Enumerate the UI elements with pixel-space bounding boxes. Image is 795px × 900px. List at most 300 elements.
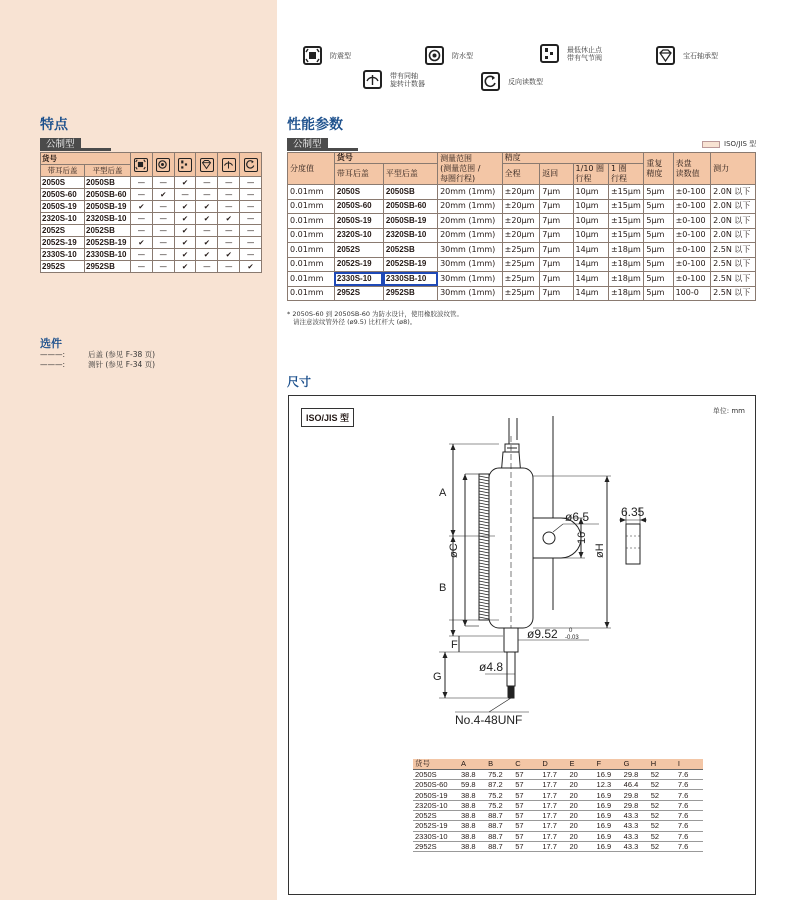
dim-table-cell: 2050S-19 [413,790,459,800]
features-code-with-lug: 2052S [41,225,85,237]
features-mark: ✔ [131,201,153,213]
dimensions-title: 尺寸 [287,375,312,389]
dim-table-cell: 17.7 [540,800,567,810]
dim-table-cell: 7.6 [676,780,703,790]
dim-table-cell: 20 [567,800,594,810]
specs-cell: 14μm [573,286,608,301]
dim-table-cell: 20 [567,821,594,831]
specs-cell: 2050SB [383,185,437,200]
features-mark: — [131,249,153,261]
specs-header-tenth: 1/10 圈 行程 [573,164,608,185]
dim-table-row [413,831,703,841]
features-code-with-lug: 2952S [41,261,85,273]
dim-table-cell: 16.9 [595,831,622,841]
features-mark: — [218,201,240,213]
dim-table-row [413,800,703,810]
specs-cell: 30mm (1mm) [438,243,503,258]
features-mark: — [152,213,174,225]
specs-cell: 5μm [644,243,673,258]
specs-cell: 0.01mm [288,257,335,272]
dim-table-cell: 38.8 [459,769,486,779]
dim-table-cell: 52 [649,821,676,831]
features-code-flat: 2330SB-10 [85,249,131,261]
specs-cell: ±0-100 [673,272,711,287]
specs-title: 性能参数 [287,117,343,133]
specs-cell: 10μm [573,199,608,214]
features-row [41,225,262,237]
specs-cell: 0.01mm [288,286,335,301]
dim-table-cell: 17.7 [540,821,567,831]
features-mark: ✔ [174,261,196,273]
dim-table-cell: 2050S [413,769,459,779]
dim-table-cell: 52 [649,790,676,800]
features-mark: — [240,201,262,213]
specs-header-total: 全程 [502,164,540,185]
dim-table-cell: 88.7 [486,821,513,831]
features-mark: — [196,177,218,189]
waterproof-icon [425,46,444,65]
dim-table-row [413,780,703,790]
features-mark: ✔ [196,213,218,225]
features-mark: — [131,213,153,225]
specs-cell: ±20μm [502,214,540,229]
features-mark: — [131,189,153,201]
dim-table-cell: 57 [513,769,540,779]
dim-label-A: A [439,487,447,499]
specs-cell: 10μm [573,228,608,243]
dim-table-cell: 20 [567,790,594,800]
jewel-bearing-icon [656,46,675,65]
dim-table-row [413,769,703,779]
dim-table-header: A [459,759,486,769]
specs-cell: 5μm [644,228,673,243]
features-mark: — [240,225,262,237]
specs-cell: 2330S-10 [334,272,383,287]
features-mark: — [240,177,262,189]
specs-cell: ±25μm [502,257,540,272]
features-mark: — [240,189,262,201]
features-col-revolution [218,153,240,177]
dim-table-cell: 2052S [413,810,459,820]
dim-table-cell: 29.8 [622,769,649,779]
shockproof-icon [303,46,322,65]
features-mark: — [174,189,196,201]
features-mark: ✔ [240,261,262,273]
specs-cell: 7μm [540,185,573,200]
dim-table-cell: 75.2 [486,769,513,779]
dim-table-cell: 7.6 [676,810,703,820]
specs-cell: 7μm [540,257,573,272]
features-header-flat: 平型后盖 [85,165,131,177]
specs-cell: 0.01mm [288,199,335,214]
dim-table-cell: 43.3 [622,810,649,820]
dim-table-cell: 88.7 [486,831,513,841]
features-mark: — [196,261,218,273]
features-mark: — [152,249,174,261]
features-mark: ✔ [196,237,218,249]
dim-label-635: 6.35 [621,505,645,519]
features-mark: — [131,177,153,189]
specs-cell: 20mm (1mm) [438,185,503,200]
features-mark: ✔ [196,201,218,213]
specs-cell: 0.01mm [288,243,335,258]
specs-cell: 20mm (1mm) [438,214,503,229]
features-mark: ✔ [196,249,218,261]
dim-table-row [413,790,703,800]
features-mark: ✔ [152,189,174,201]
features-header-code: 货号 [41,153,131,165]
features-code-flat: 2052SB-19 [85,237,131,249]
specs-cell: 20mm (1mm) [438,199,503,214]
dim-table-cell: 43.3 [622,821,649,831]
specs-row [288,214,756,229]
features-mark: — [218,225,240,237]
features-mark: — [131,261,153,273]
specs-cell: 2050SB-19 [383,214,437,229]
specs-cell: 2050S [334,185,383,200]
specs-cell: 2.5N 以下 [711,243,756,258]
legend-shockproof: 防震型 [303,46,351,65]
shockproof-icon [134,158,148,172]
features-code-flat: 2050SB-19 [85,201,131,213]
dimension-table [413,759,703,852]
specs-cell: ±15μm [608,185,643,200]
specs-cell: ±18μm [608,272,643,287]
specs-cell: ±0-100 [673,214,711,229]
features-code-flat: 2952SB [85,261,131,273]
specs-cell: 7μm [540,199,573,214]
revolution-counter-icon [363,70,382,89]
dim-table-cell: 57 [513,800,540,810]
specs-cell: ±0-100 [673,228,711,243]
dim-label-d48: ø4.8 [479,660,504,674]
dim-table-cell: 17.7 [540,810,567,820]
specs-cell: 2050S-19 [334,214,383,229]
dim-table-header: B [486,759,513,769]
specs-cell: 2952S [334,286,383,301]
dim-table-cell: 59.8 [459,780,486,790]
dim-table-cell: 57 [513,810,540,820]
dim-table-cell: 20 [567,769,594,779]
dim-table-header: H [649,759,676,769]
dim-table-cell: 7.6 [676,841,703,851]
features-mark: — [131,225,153,237]
specs-cell: ±18μm [608,243,643,258]
features-mark: ✔ [174,201,196,213]
dimensions-box [288,395,756,895]
specs-cell: 20mm (1mm) [438,228,503,243]
option-item: ———: 后盖 (参见 F-38 页) [40,350,156,359]
specs-cell: 30mm (1mm) [438,286,503,301]
dim-table-cell: 7.6 [676,821,703,831]
specs-cell: 14μm [573,243,608,258]
features-code-flat: 2050SB-60 [85,189,131,201]
specs-row [288,257,756,272]
features-row [41,177,262,189]
specs-cell: 5μm [644,185,673,200]
dim-label-F: F [451,639,458,651]
specs-cell: 100-0 [673,286,711,301]
features-mark: — [218,189,240,201]
revolution-counter-icon [222,158,236,172]
specs-cell: ±0-100 [673,199,711,214]
dim-table-cell: 52 [649,831,676,841]
dim-table-cell: 7.6 [676,800,703,810]
dim-table-cell: 87.2 [486,780,513,790]
features-mark: — [152,201,174,213]
specs-cell: ±15μm [608,199,643,214]
dim-table-cell: 20 [567,841,594,851]
specs-cell: 0.01mm [288,228,335,243]
specs-cell: 0.01mm [288,272,335,287]
features-sub-label: 公制型 [40,138,111,151]
dim-table-cell: 20 [567,810,594,820]
specs-header-one-rev: 1 圈 行程 [608,164,643,185]
features-mark: ✔ [131,237,153,249]
dim-table-cell: 16.9 [595,769,622,779]
specs-cell: ±18μm [608,257,643,272]
dim-table-header: I [676,759,703,769]
dim-table-cell: 2050S-60 [413,780,459,790]
dim-table-cell: 7.6 [676,769,703,779]
dim-table-cell: 17.7 [540,831,567,841]
specs-cell: 2320S-10 [334,228,383,243]
reverse-reading-icon [481,72,500,91]
specs-cell: 2.5N 以下 [711,257,756,272]
dim-table-cell: 20 [567,780,594,790]
dim-table-cell: 57 [513,841,540,851]
features-mark: ✔ [174,177,196,189]
dim-table-header: G [622,759,649,769]
features-code-flat: 2052SB [85,225,131,237]
dim-label-thread: No.4-48UNF [455,713,523,727]
specs-cell: 5μm [644,199,673,214]
specs-header-flat: 平型后盖 [383,164,437,185]
specs-footnote: * 2050S-60 到 2050SB-60 为防水设计，使用橡胶波纹管。 请注意波纹管外径 (ø9.5) 比杠杆大 (ø8)。 [287,310,464,326]
specs-cell: 0.01mm [288,214,335,229]
dim-table-cell: 17.7 [540,790,567,800]
specs-cell: ±25μm [502,272,540,287]
left-panel [0,0,277,900]
dim-table-cell: 88.7 [486,810,513,820]
dim-table-cell: 52 [649,841,676,851]
dim-table-cell: 20 [567,831,594,841]
dim-label-hole: ø6.5 [565,510,590,524]
specs-cell: 7μm [540,286,573,301]
specs-cell: ±18μm [608,286,643,301]
dim-table-cell: 38.8 [459,831,486,841]
lifting-lever-icon [178,158,192,172]
specs-cell: ±20μm [502,228,540,243]
specs-cell: 2.0N 以下 [711,214,756,229]
options-list [40,350,155,370]
dim-table-cell: 2330S-10 [413,831,459,841]
dim-label-C: øC [448,543,460,558]
dim-label-tol-dn: -0.03 [565,635,579,641]
features-col-lifting-lever [174,153,196,177]
dim-label-B: B [439,582,447,594]
specs-header-dial: 表盘 读数值 [673,153,711,185]
dim-label-G: G [433,671,442,683]
specs-cell: 7μm [540,243,573,258]
specs-cell: 7μm [540,272,573,287]
dim-label-stem: ø9.52 [527,627,558,641]
specs-row [288,185,756,200]
specs-table [287,152,756,301]
specs-row [288,243,756,258]
legend-revolution-counter: 带有同轴 旋转计数器 [363,70,425,89]
dim-table-cell: 2052S-19 [413,821,459,831]
dim-table-cell: 57 [513,821,540,831]
waterproof-icon [156,158,170,172]
features-mark: — [196,189,218,201]
specs-cell: 2.0N 以下 [711,228,756,243]
dim-table-cell: 52 [649,769,676,779]
dim-table-header: E [567,759,594,769]
specs-cell: 2330SB-10 [383,272,437,287]
features-row [41,249,262,261]
dim-table-cell: 52 [649,780,676,790]
features-mark: — [196,225,218,237]
specs-cell: 10μm [573,185,608,200]
specs-cell: ±25μm [502,286,540,301]
dim-label-H: øH [594,543,606,558]
legend-reverse-reading: 反向读数型 [481,72,543,91]
features-code-flat: 2050SB [85,177,131,189]
specs-cell: ±20μm [502,185,540,200]
dim-table-cell: 16.9 [595,821,622,831]
specs-header-force: 测力 [711,153,756,185]
specs-row [288,199,756,214]
options-title: 选件 [40,337,62,350]
specs-cell: 2.5N 以下 [711,272,756,287]
iso-badge: ISO/JIS 型 [702,139,756,149]
features-title: 特点 [40,117,68,133]
specs-row [288,228,756,243]
dim-table-cell: 52 [649,800,676,810]
features-mark: — [240,237,262,249]
dim-table-header: 货号 [413,759,459,769]
dim-table-cell: 46.4 [622,780,649,790]
features-row [41,201,262,213]
dim-table-cell: 43.3 [622,841,649,851]
option-item: ———: 测针 (参见 F-34 页) [40,360,156,369]
specs-cell: ±15μm [608,228,643,243]
features-mark: — [152,261,174,273]
dim-table-cell: 16.9 [595,800,622,810]
features-row [41,189,262,201]
specs-cell: 7μm [540,214,573,229]
specs-cell: 5μm [644,257,673,272]
dim-table-cell: 57 [513,780,540,790]
specs-cell: 2.0N 以下 [711,185,756,200]
dim-table-cell: 2952S [413,841,459,851]
features-mark: — [218,261,240,273]
features-mark: ✔ [174,225,196,237]
iso-jis-tag: ISO/JIS 型 [301,408,354,427]
dim-table-header: C [513,759,540,769]
features-mark: — [240,249,262,261]
features-row [41,261,262,273]
dim-table-cell: 57 [513,831,540,841]
specs-cell: 2052S-19 [334,257,383,272]
specs-header-with-lug: 带耳后盖 [334,164,383,185]
features-code-with-lug: 2050S-19 [41,201,85,213]
features-col-jewel [196,153,218,177]
specs-sub-label: 公制型 [287,138,358,151]
dim-table-row [413,810,703,820]
features-mark: ✔ [174,237,196,249]
legend-jewel: 宝石轴承型 [656,46,718,65]
specs-cell: 2320SB-10 [383,228,437,243]
legend-waterproof: 防水型 [425,46,473,65]
dim-table-cell: 16.9 [595,790,622,800]
dim-table-cell: 43.3 [622,831,649,841]
features-mark: ✔ [174,249,196,261]
specs-cell: 10μm [573,214,608,229]
features-col-shockproof [131,153,153,177]
dim-table-cell: 75.2 [486,800,513,810]
features-mark: — [152,177,174,189]
specs-header-code: 货号 [334,153,437,164]
features-row [41,237,262,249]
specs-cell: 30mm (1mm) [438,272,503,287]
dim-label-16: 16 [576,531,588,544]
specs-row [288,286,756,301]
dim-table-cell: 29.8 [622,800,649,810]
specs-cell: 2052SB-19 [383,257,437,272]
features-code-flat: 2320SB-10 [85,213,131,225]
features-code-with-lug: 2320S-10 [41,213,85,225]
specs-cell: ±25μm [502,243,540,258]
features-col-reverse [240,153,262,177]
features-code-with-lug: 2050S [41,177,85,189]
unit-label: 单位: mm [712,407,745,415]
specs-header-range: 测量范围 (测量范围 / 每圈行程) [438,153,503,185]
dim-table-cell: 38.8 [459,800,486,810]
specs-cell: 5μm [644,214,673,229]
dim-table-cell: 7.6 [676,831,703,841]
specs-cell: ±20μm [502,199,540,214]
dim-table-row [413,841,703,851]
specs-cell: 2.5N 以下 [711,286,756,301]
features-mark: — [240,213,262,225]
specs-header-retrace: 返回 [540,164,573,185]
features-mark: — [152,225,174,237]
dim-table-cell: 38.8 [459,841,486,851]
legend-lifting-lever: 最低休止点 带有气节阀 [540,44,602,63]
specs-cell: 5μm [644,286,673,301]
specs-cell: 30mm (1mm) [438,257,503,272]
lifting-lever-icon [540,44,559,63]
reverse-reading-icon [244,158,258,172]
dim-table-cell: 75.2 [486,790,513,800]
specs-cell: 5μm [644,272,673,287]
dim-table-cell: 52 [649,810,676,820]
features-row [41,213,262,225]
dim-table-header: D [540,759,567,769]
features-code-with-lug: 2052S-19 [41,237,85,249]
dim-table-cell: 38.8 [459,821,486,831]
dim-table-cell: 17.7 [540,769,567,779]
specs-cell: ±0-100 [673,243,711,258]
dim-table-cell: 57 [513,790,540,800]
specs-header-accuracy: 精度 [502,153,644,164]
dim-table-cell: 2320S-10 [413,800,459,810]
specs-cell: 2050S-60 [334,199,383,214]
specs-header-graduation: 分度值 [288,153,335,185]
dim-table-header: F [595,759,622,769]
